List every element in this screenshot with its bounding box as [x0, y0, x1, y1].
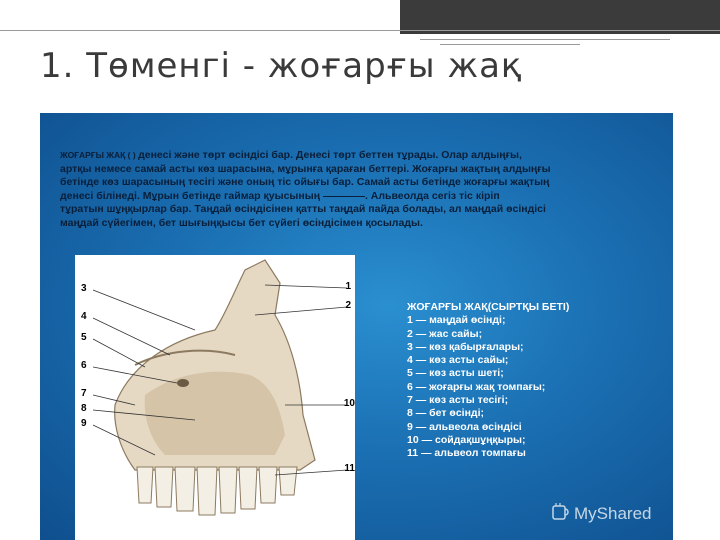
figure-label-8: 8 — [81, 403, 87, 414]
top-rule-line — [0, 30, 720, 31]
legend-item: 7 — көз асты тесігі; — [407, 394, 509, 407]
myshared-watermark — [550, 503, 651, 526]
legend-title: ЖОҒАРҒЫ ЖАҚ(СЫРТҚЫ БЕТІ) — [407, 301, 570, 313]
legend-item: 4 — көз асты сайы; — [407, 354, 509, 367]
watermark-text: MyShared — [574, 503, 652, 523]
figure-label-7: 7 — [81, 388, 87, 399]
legend-item: 11 — альвеол томпағы — [407, 447, 526, 460]
figure-label-11: 11 — [344, 463, 355, 474]
legend-item: 5 — көз асты шеті; — [407, 367, 504, 380]
teeth-row — [137, 467, 297, 515]
legend-item: 9 — альвеола өсіндісі — [407, 420, 522, 433]
figure-label-1: 1 — [345, 281, 351, 292]
top-dark-band — [400, 0, 720, 34]
figure-legend — [407, 301, 647, 461]
paragraph-line-1: денесі және төрт өсіндісі бар. Денесі төрт беттен тұрады. Олар алдыңғы, — [138, 149, 522, 161]
figure-label-2: 2 — [345, 300, 351, 311]
maxilla-illustration — [75, 255, 355, 540]
paragraph-line-6: маңдай сүйегімен, бет шығыңқысы бет сүйегі өсіндісімен қосылады. — [60, 216, 423, 229]
myshared-logo-icon — [550, 503, 570, 526]
figure-label-10: 10 — [343, 398, 355, 409]
paragraph-lead: ЖОҒАРҒЫ ЖАҚ ( ) — [60, 150, 139, 160]
figure-label-5: 5 — [81, 332, 87, 343]
paragraph-line-2: артқы немесе самай асты көз шарасына, мұрынға қараған беттері. Жоғарғы жақтың алдыңғы — [60, 162, 551, 175]
legend-item: 3 — көз қабырғалары; — [407, 340, 524, 353]
slide-title: 1. Төменгі - жоғарғы жақ — [40, 46, 523, 86]
paragraph-line-4: денесі білінеді. Мұрын бетінде гаймар қуысының ————. Альвеолда сегіз тіс кіріп — [60, 189, 500, 202]
legend-item: 6 — жоғарғы жақ томпағы; — [407, 380, 546, 393]
infraorbital-foramen — [177, 379, 189, 387]
slide-top-bar — [0, 0, 720, 34]
figure-label-4: 4 — [81, 311, 87, 322]
accent-line-2 — [440, 44, 580, 45]
description-paragraph — [60, 149, 660, 231]
legend-item: 1 — маңдай өсінді; — [407, 314, 506, 327]
legend-item: 2 — жас сайы; — [407, 327, 483, 340]
paragraph-line-5: тұратын шұңқырлар бар. Таңдай өсіндісінен қатты таңдай пайда болады, ал маңдай өсіндісі — [60, 203, 546, 216]
figure-label-6: 6 — [81, 360, 87, 371]
figure-label-3: 3 — [81, 283, 87, 294]
maxilla-figure — [75, 255, 355, 540]
figure-label-9: 9 — [81, 418, 87, 429]
legend-item: 8 — бет өсінді; — [407, 407, 485, 420]
paragraph-line-3: бетінде көз шарасының тесігі және оның тіс ойығы бар. Самай асты бетінде жоғарғы жақтың — [60, 176, 550, 189]
accent-line-1 — [420, 39, 670, 40]
legend-item: 10 — сойдақшұңқыры; — [407, 433, 526, 446]
content-panel — [40, 113, 673, 540]
